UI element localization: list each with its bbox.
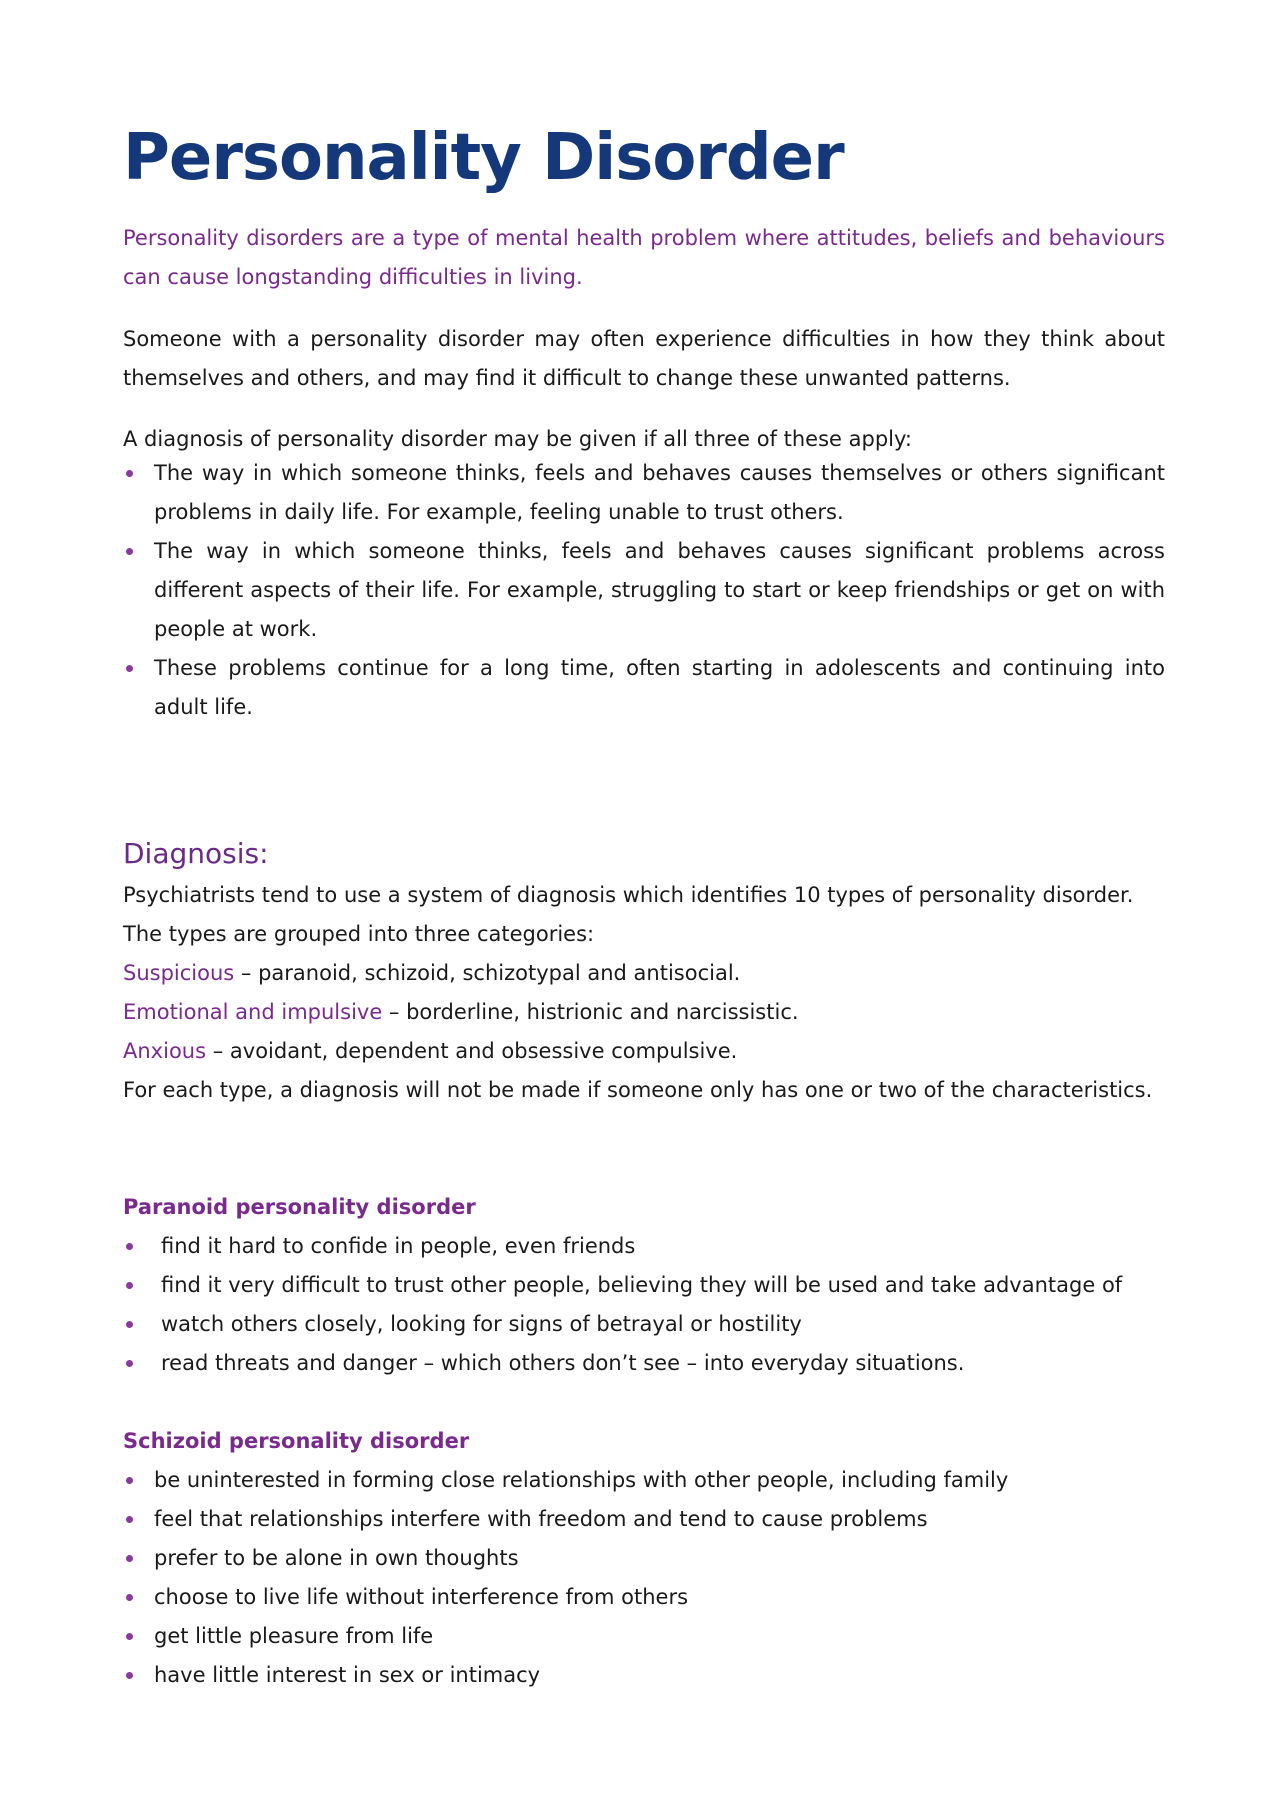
list-item: feel that relationships interfere with freedom and tend to cause problems (123, 1500, 1165, 1539)
paranoid-heading: Paranoid personality disorder (123, 1195, 476, 1219)
list-item: get little pleasure from life (123, 1617, 1165, 1656)
category-emotional: Emotional and impulsive – borderline, histrionic and narcissistic. (123, 1000, 799, 1024)
bullet-icon (126, 548, 133, 555)
diagnosis-heading: Diagnosis: (123, 837, 269, 870)
bullet-icon (126, 1672, 133, 1679)
category-suspicious: Suspicious – paranoid, schizoid, schizotypal and antisocial. (123, 961, 741, 985)
criteria-lead: A diagnosis of personality disorder may be given if all three of these apply: (123, 427, 912, 451)
list-item: The way in which someone thinks, feels and behaves causes themselves or others significant problems in daily life. For example, feeling unable to trust others. (123, 454, 1165, 532)
diagnosis-section (123, 876, 1165, 1110)
bullet-icon (126, 1321, 133, 1328)
list-item: find it hard to confide in people, even friends (123, 1227, 1165, 1266)
bullet-icon (126, 1594, 133, 1601)
diagnosis-line-1: Psychiatrists tend to use a system of diagnosis which identifies 10 types of personality disorder. (123, 883, 1134, 907)
bullet-icon (126, 1633, 133, 1640)
list-item: choose to live life without interference from others (123, 1578, 1165, 1617)
list-item: be uninterested in forming close relationships with other people, including family (123, 1461, 1165, 1500)
schizoid-list (123, 1461, 1165, 1695)
bullet-icon (126, 1243, 133, 1250)
intro-paragraph: Personality disorders are a type of mental health problem where attitudes, beliefs and behaviours can cause longstanding difficulties in living. (123, 226, 1165, 289)
bullet-icon (126, 1282, 133, 1289)
list-item: These problems continue for a long time, often starting in adolescents and continuing into adult life. (123, 649, 1165, 727)
list-item: have little interest in sex or intimacy (123, 1656, 1165, 1695)
diagnosis-note: For each type, a diagnosis will not be made if someone only has one or two of the characteristics. (123, 1078, 1153, 1102)
bullet-icon (126, 665, 133, 672)
page-title: Personality Disorder (123, 121, 844, 195)
list-item: find it very difficult to trust other people, believing they will be used and take advantage of (123, 1266, 1165, 1305)
bullet-icon (126, 1477, 133, 1484)
diagnosis-line-2: The types are grouped into three categories: (123, 922, 595, 946)
bullet-icon (126, 1516, 133, 1523)
description-paragraph: Someone with a personality disorder may often experience difficulties in how they think about themselves and others, and may find it difficult to change these unwanted patterns. (123, 327, 1165, 390)
list-item: The way in which someone thinks, feels and behaves causes significant problems across different aspects of their life. For example, struggling to start or keep friendships or get on with people at work. (123, 532, 1165, 649)
criteria-list (123, 454, 1165, 727)
bullet-icon (126, 470, 133, 477)
category-anxious: Anxious – avoidant, dependent and obsessive compulsive. (123, 1039, 738, 1063)
paranoid-list (123, 1227, 1165, 1383)
bullet-icon (126, 1360, 133, 1367)
list-item: prefer to be alone in own thoughts (123, 1539, 1165, 1578)
schizoid-heading: Schizoid personality disorder (123, 1429, 470, 1453)
list-item: read threats and danger – which others don’t see – into everyday situations. (123, 1344, 1165, 1383)
list-item: watch others closely, looking for signs of betrayal or hostility (123, 1305, 1165, 1344)
bullet-icon (126, 1555, 133, 1562)
